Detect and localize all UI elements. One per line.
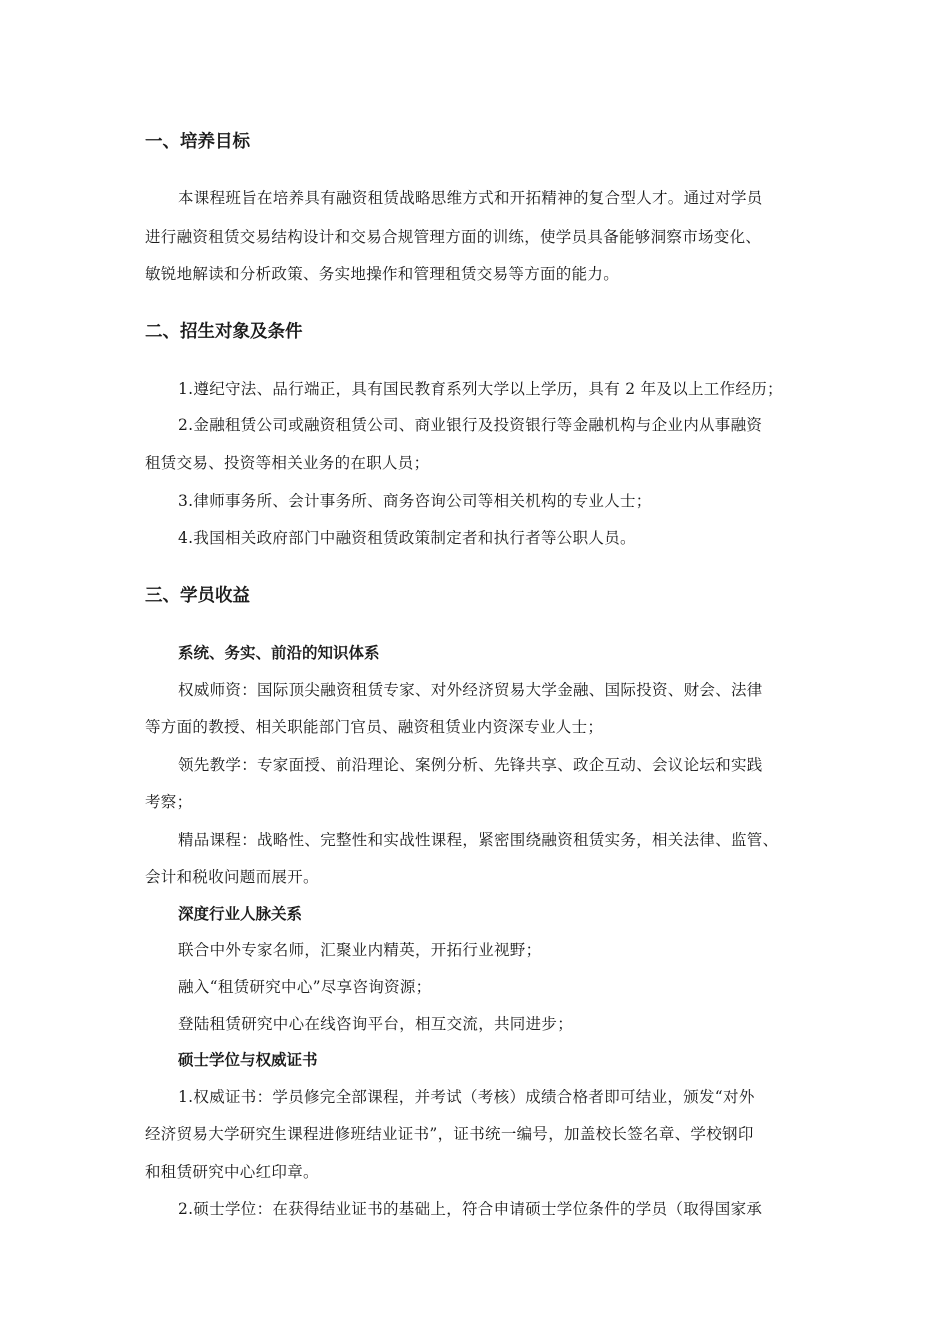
paragraph-line: 登陆租赁研究中心在线咨询平台，相互交流，共同进步；	[178, 1015, 574, 1033]
list-item: 4.我国相关政府部门中融资租赁政策制定者和执行者等公职人员。	[178, 529, 636, 547]
paragraph-line: 权威师资：国际顶尖融资租赁专家、对外经济贸易大学金融、国际投资、财会、法律	[178, 681, 763, 699]
subsection-title: 系统、务实、前沿的知识体系	[178, 644, 380, 662]
paragraph-line: 融入“租赁研究中心”尽享咨询资源；	[178, 978, 432, 996]
paragraph-line: 联合中外专家名师，汇聚业内精英，开拓行业视野；	[178, 941, 542, 959]
list-item: 1.遵纪守法、品行端正，具有国民教育系列大学以上学历，具有 2 年及以上工作经历；	[178, 380, 783, 398]
paragraph-line: 领先教学：专家面授、前沿理论、案例分析、先锋共享、政企互动、会议论坛和实践	[178, 756, 763, 774]
list-item: 2.金融租赁公司或融资租赁公司、商业银行及投资银行等金融机构与企业内从事融资	[178, 416, 763, 434]
subsection-title: 深度行业人脉关系	[178, 905, 303, 923]
section-title-enrollment: 二、招生对象及条件	[145, 322, 303, 342]
paragraph-line: 1.权威证书：学员修完全部课程，并考试（考核）成绩合格者即可结业，颁发“对外	[178, 1088, 755, 1106]
paragraph-line: 精品课程：战略性、完整性和实战性课程，紧密围绕融资租赁实务，相关法律、监管、	[178, 831, 779, 849]
paragraph-line: 和租赁研究中心红印章。	[145, 1163, 319, 1181]
paragraph-line: 本课程班旨在培养具有融资租赁战略思维方式和开拓精神的复合型人才。通过对学员	[178, 189, 763, 207]
paragraph-line: 会计和税收问题而展开。	[145, 868, 319, 886]
section-title-goals: 一、培养目标	[145, 132, 250, 152]
paragraph-line: 进行融资租赁交易结构设计和交易合规管理方面的训练，使学员具备能够洞察市场变化、	[145, 228, 762, 246]
list-item: 3.律师事务所、会计事务所、商务咨询公司等相关机构的专业人士；	[178, 492, 652, 510]
paragraph-line: 经济贸易大学研究生课程进修班结业证书”，证书统一编号，加盖校长签名章、学校钢印	[145, 1125, 754, 1143]
paragraph-line: 等方面的教授、相关职能部门官员、融资租赁业内资深专业人士；	[145, 718, 604, 736]
subsection-title: 硕士学位与权威证书	[178, 1051, 318, 1069]
paragraph-line: 敏锐地解读和分析政策、务实地操作和管理租赁交易等方面的能力。	[145, 265, 620, 283]
list-item-continuation: 租赁交易、投资等相关业务的在职人员；	[145, 454, 430, 472]
paragraph-line: 考察；	[145, 793, 193, 811]
paragraph-line: 2.硕士学位：在获得结业证书的基础上，符合申请硕士学位条件的学员（取得国家承	[178, 1200, 763, 1218]
section-title-benefits: 三、学员收益	[145, 586, 250, 606]
